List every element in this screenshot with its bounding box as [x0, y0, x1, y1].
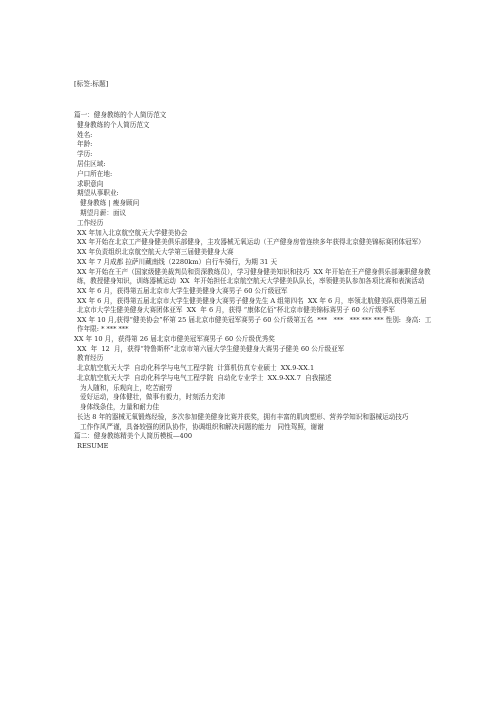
document-body [74, 111, 432, 452]
document-line: XX 年开始在北京工产健身健美俱乐部健身，主攻器械无氧运动（王产健身房曾连续多年获得北京健美锦标赛团体冠军） [77, 238, 425, 247]
document-line: 健身教练 | 瘦身顾问 [80, 199, 140, 208]
document-line: 身体线条佳，力量和耐力佳 [80, 403, 160, 412]
document-line: 北京航空航天大学 自动化科学与电气工程学院 自动化专业学士 XX.9-XX.7 自我描述 [77, 373, 332, 382]
document-line: XX 年 7 月成都 拉萨川藏南线（2280km）自行车骑行，为期 31 天 [77, 257, 278, 266]
document-line: 篇一：健身教练的个人简历范文 [74, 111, 167, 119]
document-line: 工作经历 [77, 218, 104, 227]
document-line: 健身教练的个人简历范文 [77, 120, 150, 129]
document-line: XX 年 10 月,获得“健美协会”杯第 25 届北京市健美冠军赛男子 60 公斤级第五名 *** *** *** *** *** 性别: 身高: 工作年限: * *** *** [77, 315, 432, 334]
document-line: 期望月薪：面议 [80, 208, 127, 217]
document-line: 求职意向 [77, 179, 104, 188]
document-line: 姓名: [77, 130, 93, 139]
document-line: RESUME [77, 442, 109, 451]
document-line: 长达 8 年的器械无氧锻炼经验，多次参加健美健身比赛并获奖，拥有丰富的肌肉塑形、营养学知识和器械运动技巧 [77, 413, 409, 422]
document-line: 户口所在地: [77, 169, 113, 178]
document-line: 年龄: [77, 140, 93, 149]
document-line: XX 年负责组织北京航空航天大学第三届健美健身大赛 [77, 247, 234, 256]
document-line: XX 年 12 月，获得“特鲁斯杯”北京市第六届大学生健美健身大赛男子健美 60 公斤级亚军 [77, 344, 345, 353]
document-tag-label: [标签:标题] [74, 80, 109, 88]
document-line: 居住区域: [77, 159, 106, 168]
document-line: XX 年 10 月，获得第 26 届北京市健美冠军赛男子 60 公斤级优秀奖 [74, 334, 275, 343]
document-line: 工作作风严谨，具备较强的团队协作，协调组织和解决问题的能力 同性驾照，谢谢 [80, 422, 324, 431]
document-line: 学历: [77, 150, 93, 159]
document-line: 期望从事职业: [77, 189, 119, 198]
document-line: 篇二：健身教练精美个人简历模板—400 [74, 432, 193, 441]
document-line: 教育经历 [77, 354, 104, 363]
document-line: XX 年开始在王产（国家级健美裁判员和资深教练员），学习健身健美知识和技巧 XX 年开始在王产健身俱乐部兼职健身教练，教授健身知识，训练器械运动 XX 年开始担任北京航空航天大学健美队队长，率领健美队参加各项比赛和表演活动 [77, 267, 431, 286]
document-line: XX 年 6 月，获得第五届北京市大学生健美健身大赛男子健身先生 A 组第四名 XX 年 6 月，率领北航健美队获得第五届北京市大学生健美健身大赛团体亚军 XX 年 6 月，获得 “康体亿佰”杯北京市健美锦标赛男子 60 公斤级季军 [77, 296, 427, 315]
document-line: XX 年加入北京航空航天大学健美协会 [77, 228, 188, 237]
document-line: XX 年 6 月，获得第五届北京市大学生健美健身大赛男子 60 公斤级冠军 [77, 286, 288, 295]
document-line: 爱好运动，身体健壮，做事有毅力，时刻活力充沛 [80, 393, 226, 402]
document-line: 为人随和，乐观向上，吃苦耐劳 [80, 383, 173, 392]
document-line: 北京航空航天大学 自动化科学与电气工程学院 计算机仿真专业硕士 XX.9-XX.1 [77, 364, 315, 373]
